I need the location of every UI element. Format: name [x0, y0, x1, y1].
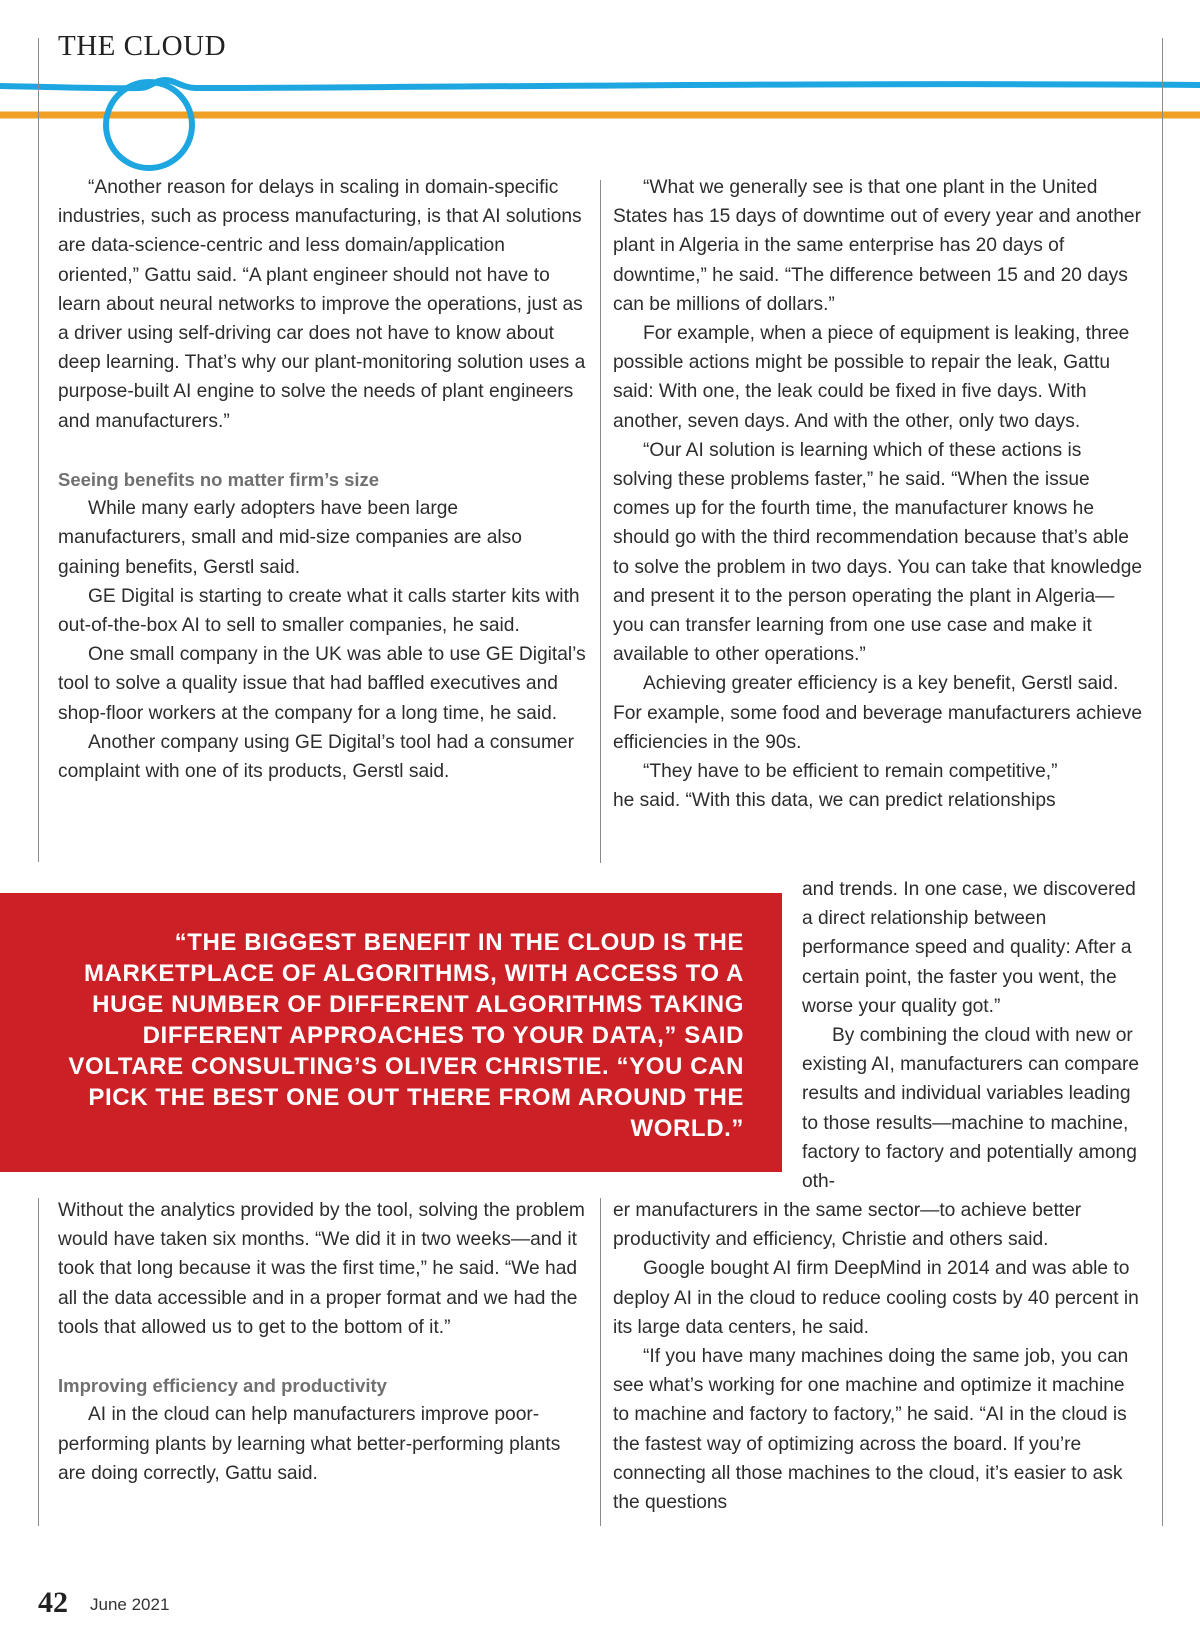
right-column-top — [613, 173, 1143, 815]
blue-ring — [106, 82, 192, 168]
paragraph: “What we generally see is that one plant in the United States has 15 days of downtime out of every year and another plant in Algeria in the same enterprise has 20 days of downtime,” he said. “The difference between 15 and 20 days can be millions of dollars.” — [613, 177, 1141, 315]
left-margin-rule-bottom — [38, 1198, 39, 1526]
paragraph: er manufacturers in the same sector—to achieve better productivity and efficiency, Christie and others said. — [613, 1200, 1082, 1251]
subheading: Seeing benefits no matter firm’s size — [58, 469, 380, 491]
paragraph: Without the analytics provided by the tool, solving the problem would have taken six months. “We did it in two weeks—and it took that long because it was the first time,” he said. “We had all the data accessible and in a proper format and we had the tools that allowed us to get to the bottom of it.” — [58, 1200, 585, 1338]
subheading: Improving efficiency and productivity — [58, 1375, 387, 1397]
right-column-middle — [802, 875, 1146, 1196]
issue-date: June 2021 — [90, 1595, 170, 1614]
right-margin-rule — [1162, 38, 1163, 1526]
pull-quote-text: “THE BIGGEST BENEFIT IN THE CLOUD IS THE MARKETPLACE OF ALGORITHMS, WITH ACCESS TO A HUGE NUMBER OF DIFFERENT ALGORITHMS TAKING DIFFERENT APPROACHES TO YOUR DATA,” SAID VOLTARE CONSULTING’S OLIVER CHRISTIE. “YOU CAN PICK THE BEST ONE OUT THERE FROM AROUND THE WORLD.” — [68, 929, 744, 1142]
paragraph: For example, when a piece of equipment is leaking, three possible actions might be possible to repair the leak, Gattu said: With one, the leak could be fixed in five days. With another, seven days. And with the other, only two days. — [613, 323, 1130, 432]
left-column-bottom — [58, 1196, 588, 1488]
paragraph: Achieving greater efficiency is a key benefit, Gerstl said. For example, some food and beverage manufacturers achieve efficiencies in the 90s. — [613, 673, 1143, 753]
paragraph: “Another reason for delays in scaling in domain-specific industries, such as process manufacturing, is that AI solutions are data-science-centric and less domain/application oriented,” Gattu said. “A plant engineer should not have to learn about neural networks to improve the operations, just as a driver using self-driving car does not have to know about deep learning. That’s why our plant-monitoring solution uses a purpose-built AI engine to solve the needs of plant engineers and manufacturers.” — [58, 177, 586, 432]
left-column-top — [58, 173, 588, 786]
right-column-bottom — [613, 1196, 1143, 1517]
paragraph: “They have to be efficient to remain competitive,” — [643, 761, 1058, 783]
section-title: THE CLOUD — [58, 30, 227, 62]
page-number: 42 — [38, 1586, 68, 1619]
paragraph: Another company using GE Digital’s tool had a consumer complaint with one of its products, Gerstl said. — [58, 731, 574, 783]
blue-wave — [0, 80, 1200, 88]
paragraph: and trends. In one case, we discovered a direct relationship between performance speed and quality: After a certain point, the faster you went, the worse your quality got.” — [802, 879, 1136, 1017]
paragraph: he said. “With this data, we can predict relationships — [613, 790, 1056, 812]
center-rule-bottom — [600, 1198, 601, 1526]
paragraph: Google bought AI firm DeepMind in 2014 and was able to deploy AI in the cloud to reduce cooling costs by 40 percent in its large data centers, he said. — [613, 1258, 1139, 1338]
left-margin-rule — [38, 38, 39, 862]
paragraph: “If you have many machines doing the same job, you can see what’s working for one machine and optimize it machine to machine and factory to factory,” he said. “AI in the cloud is the fastest way of optimizing across the board. If you’re connecting all those machines to the cloud, it’s easier to ask the questions — [613, 1346, 1129, 1514]
paragraph: AI in the cloud can help manufacturers improve poor-performing plants by learning what better-performing plants are doing correctly, Gattu said. — [58, 1404, 561, 1484]
paragraph: One small company in the UK was able to use GE Digital’s tool to solve a quality issue that had baffled executives and shop-floor workers at the company for a long time, he said. — [58, 644, 586, 724]
center-rule-top — [600, 180, 601, 863]
pull-quote-box — [0, 893, 782, 1172]
paragraph: By combining the cloud with new or existing AI, manufacturers can compare results and individual variables leading to those results—machine to machine, factory to factory and potentially among oth- — [802, 1025, 1140, 1193]
paragraph: GE Digital is starting to create what it calls starter kits with out-of-the-box AI to sell to smaller companies, he said. — [58, 585, 580, 637]
paragraph: “Our AI solution is learning which of these actions is solving these problems faster,” he said. “When the issue comes up for the fourth time, the manufacturer knows he should go with the third recommendation because that’s able to solve the problem in two days. You can take that knowledge and present it to the person operating the plant in Algeria—you can transfer learning from one use case and make it available to other operations.” — [613, 439, 1143, 666]
header-wave-decoration — [0, 60, 1200, 180]
paragraph: While many early adopters have been large manufacturers, small and mid-size companies are also gaining benefits, Gerstl said. — [58, 498, 522, 578]
